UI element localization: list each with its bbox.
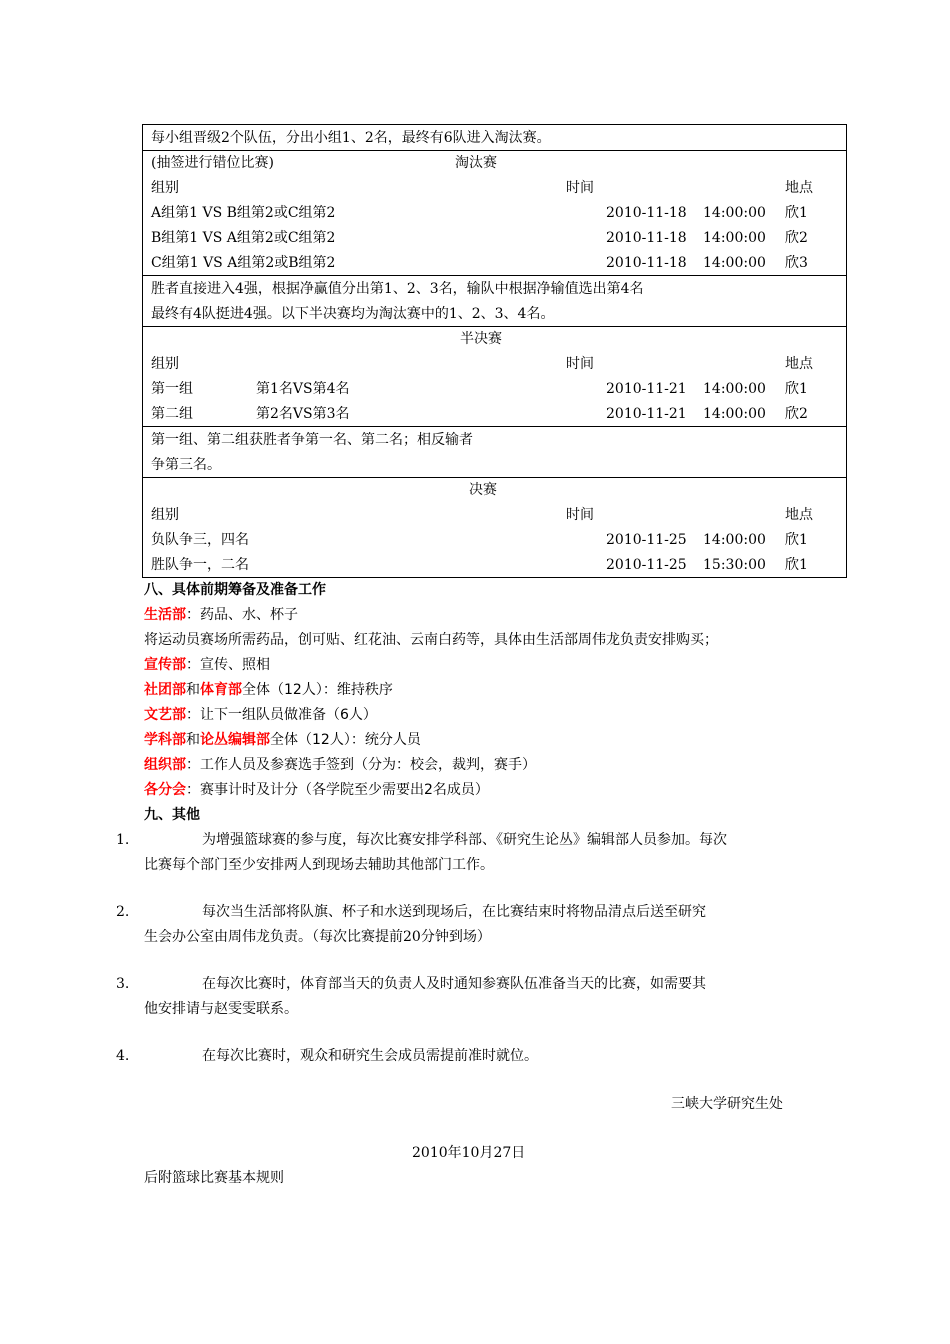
pr-dept-line — [144, 655, 270, 675]
org-dept-label: 组织部 — [144, 757, 186, 773]
final-row-group: 负队争三，四名 — [151, 532, 249, 548]
and-text: 和 — [186, 682, 200, 698]
org-dept-text: ：工作人员及参赛选手签到（分为：校会，裁判，赛手） — [186, 757, 536, 773]
list-item-number: 4. — [116, 1048, 130, 1064]
art-dept-label: 文艺部 — [144, 707, 186, 723]
list-item-line: 比赛每个部门至少安排两人到现场去辅助其他部门工作。 — [144, 857, 494, 873]
knockout-row-place: 欣3 — [785, 255, 808, 271]
list-item-line: 每次当生活部将队旗、杯子和水送到现场后，在比赛结束时将物品清点后送至研究 — [202, 904, 706, 920]
list-item-line: 在每次比赛时，观众和研究生会成员需提前准时就位。 — [202, 1048, 538, 1064]
knockout-row-time: 14:00:00 — [703, 255, 766, 271]
knockout-row-place: 欣2 — [785, 230, 808, 246]
final-row-place: 欣1 — [785, 557, 808, 573]
final-row-group: 胜队争一，二名 — [151, 557, 249, 573]
document-date: 2010年10月27日 — [412, 1145, 526, 1161]
semifinal-header-group: 组别 — [151, 356, 179, 372]
knockout-header-time: 时间 — [566, 180, 594, 196]
club-dept-text: 全体（12人）：维持秩序 — [242, 682, 393, 698]
final-note-2: 争第三名。 — [151, 457, 221, 473]
art-dept-line — [144, 705, 377, 725]
knockout-title: 淘汰赛 — [455, 155, 497, 171]
knockout-row-date: 2010-11-18 — [606, 205, 687, 221]
advance-note-1: 胜者直接进入4强，根据净赢值分出第1、2、3名，输队中根据净输值选出第4名 — [151, 281, 644, 297]
final-row-time: 15:30:00 — [703, 557, 766, 573]
list-item-line: 在每次比赛时，体育部当天的负责人及时通知参赛队伍准备当天的比赛，如需要其 — [202, 976, 706, 992]
editor-dept-label: 论丛编辑部 — [200, 732, 270, 748]
final-note-1: 第一组、第二组获胜者争第一名、第二名；相反输者 — [151, 432, 473, 448]
appendix-note: 后附篮球比赛基本规则 — [144, 1170, 284, 1186]
life-detail: 将运动员赛场所需药品，创可贴、红花油、云南白药等，具体由生活部周伟龙负责安排购买； — [144, 632, 718, 648]
advance-note-2: 最终有4队挺进4强。以下半决赛均为淘汰赛中的1、2、3、4名。 — [151, 306, 555, 322]
pr-dept-label: 宣传部 — [144, 657, 186, 673]
semifinal-row-place: 欣2 — [785, 406, 808, 422]
semifinal-row-group: 第一组 — [151, 381, 193, 397]
semifinal-row-date: 2010-11-21 — [606, 406, 687, 422]
semifinal-row-date: 2010-11-21 — [606, 381, 687, 397]
life-dept-text: ：药品、水、杯子 — [186, 607, 298, 623]
knockout-row-time: 14:00:00 — [703, 205, 766, 221]
final-row-place: 欣1 — [785, 532, 808, 548]
final-row-date: 2010-11-25 — [606, 557, 687, 573]
academic-dept-label: 学科部 — [144, 732, 186, 748]
semifinal-title: 半决赛 — [460, 331, 502, 347]
knockout-row-place: 欣1 — [785, 205, 808, 221]
club-dept-line — [144, 680, 393, 700]
final-row-date: 2010-11-25 — [606, 532, 687, 548]
final-row-time: 14:00:00 — [703, 532, 766, 548]
knockout-header-group: 组别 — [151, 180, 179, 196]
list-item-number: 2. — [116, 904, 130, 920]
section9-heading: 九、其他 — [144, 807, 200, 823]
knockout-row-time: 14:00:00 — [703, 230, 766, 246]
branch-dept-text: ：赛事计时及计分（各学院至少需要出2名成员） — [186, 782, 489, 798]
semifinal-row-group: 第二组 — [151, 406, 193, 422]
pr-dept-text: ：宣传、照相 — [186, 657, 270, 673]
life-dept-label: 生活部 — [144, 607, 186, 623]
knockout-row-group: B组第1 VS A组第2或C组第2 — [151, 230, 336, 246]
intro-text: 每小组晋级2个队伍，分出小组1、2名，最终有6队进入淘汰赛。 — [151, 130, 551, 146]
list-item-number: 3. — [116, 976, 130, 992]
final-header-time: 时间 — [566, 507, 594, 523]
semifinal-header-place: 地点 — [785, 356, 813, 372]
knockout-row-group: C组第1 VS A组第2或B组第2 — [151, 255, 336, 271]
final-title: 决赛 — [469, 482, 497, 498]
art-dept-text: ：让下一组队员做准备（6人） — [186, 707, 377, 723]
and-text: 和 — [186, 732, 200, 748]
semifinal-header-time: 时间 — [566, 356, 594, 372]
semifinal-row-match: 第2名VS第3名 — [256, 406, 350, 422]
signature: 三峡大学研究生处 — [671, 1096, 783, 1112]
list-item-number: 1. — [116, 832, 130, 848]
list-item-line: 生会办公室由周伟龙负责。（每次比赛提前20分钟到场） — [144, 929, 491, 945]
semifinal-row-time: 14:00:00 — [703, 381, 766, 397]
branch-dept-label: 各分会 — [144, 782, 186, 798]
knockout-row-date: 2010-11-18 — [606, 255, 687, 271]
life-dept-line — [144, 605, 298, 625]
sports-dept-label: 体育部 — [200, 682, 242, 698]
club-dept-label: 社团部 — [144, 682, 186, 698]
final-header-group: 组别 — [151, 507, 179, 523]
academic-dept-text: 全体（12人）：统分人员 — [270, 732, 421, 748]
semifinal-row-time: 14:00:00 — [703, 406, 766, 422]
list-item-line: 为增强篮球赛的参与度，每次比赛安排学科部、《研究生论丛》编辑部人员参加。每次 — [202, 832, 727, 848]
semifinal-row-match: 第1名VS第4名 — [256, 381, 350, 397]
branch-dept-line — [144, 780, 489, 800]
section8-heading: 八、具体前期筹备及准备工作 — [144, 582, 326, 598]
knockout-header-place: 地点 — [785, 180, 813, 196]
knockout-row-date: 2010-11-18 — [606, 230, 687, 246]
semifinal-row-place: 欣1 — [785, 381, 808, 397]
org-dept-line — [144, 755, 536, 775]
academic-dept-line — [144, 730, 421, 750]
knockout-row-group: A组第1 VS B组第2或C组第2 — [151, 205, 336, 221]
knockout-note: (抽签进行错位比赛) — [151, 155, 274, 171]
list-item-line: 他安排请与赵雯雯联系。 — [144, 1001, 298, 1017]
final-header-place: 地点 — [785, 507, 813, 523]
